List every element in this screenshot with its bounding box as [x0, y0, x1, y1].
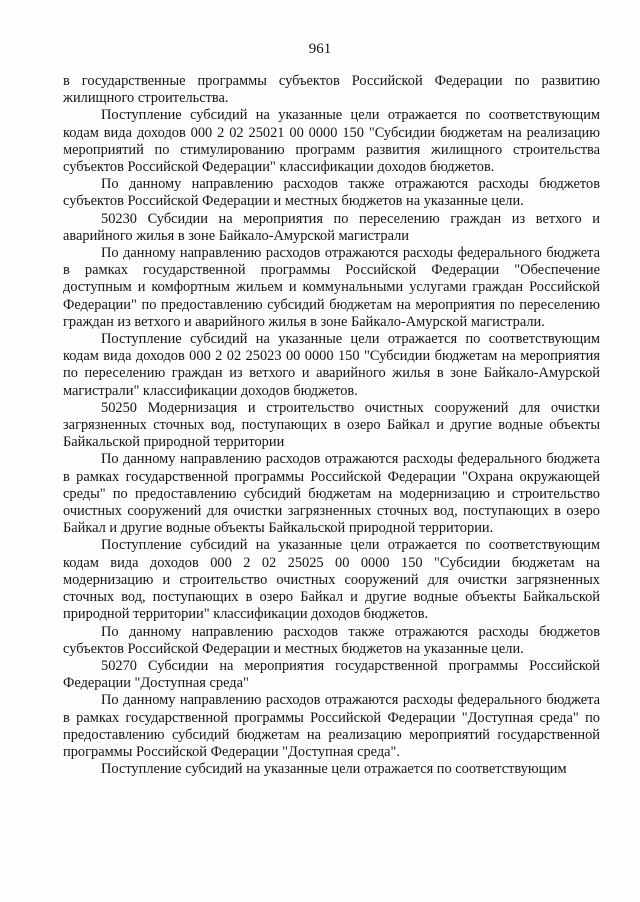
section-heading-50250: 50250 Модернизация и строительство очистных сооружений для очистки загрязненных сточных вод, поступающих в озеро Байкал и другие водные объекты Байкальской природной территории	[63, 399, 600, 451]
section-heading-50230: 50230 Субсидии на мероприятия по переселению граждан из ветхого и аварийного жилья в зоне Байкало-Амурской магистрали	[63, 210, 600, 244]
paragraph: По данному направлению расходов также отражаются расходы бюджетов субъектов Российской Федерации и местных бюджетов на указанные цели.	[63, 176, 600, 210]
section-heading-50270: 50270 Субсидии на мероприятия государственной программы Российской Федерации "Доступная среда"	[63, 657, 600, 692]
paragraph: По данному направлению расходов отражаются расходы федерального бюджета в рамках государственной программы Российской Федерации "Доступная среда" по предоставлению субсидий бюджетам на реализацию мероприятий государственной программы Российской Федерации "Доступная среда".	[63, 692, 600, 760]
paragraph-continuation: в государственные программы субъектов Российской Федерации по развитию жилищного строительства.	[63, 73, 600, 107]
body-text	[63, 73, 600, 778]
page-number: 961	[308, 41, 332, 57]
paragraph: Поступление субсидий на указанные цели отражается по соответствующим кодам вида доходов 000 2 02 25023 00 0000 150 "Субсидии бюджетам на мероприятия по переселению граждан из ветхого и аварийного жилья в зоне Байкало-Амурской магистрали" классификации доходов бюджетов.	[63, 331, 600, 399]
paragraph: Поступление субсидий на указанные цели отражается по соответствующим	[101, 761, 567, 778]
paragraph: Поступление субсидий на указанные цели отражается по соответствующим кодам вида доходов 000 2 02 25021 00 0000 150 "Субсидии бюджетам на реализацию мероприятий по стимулированию программ развития жилищного строительства субъектов Российской Федерации" классификации доходов бюджетов.	[63, 107, 600, 176]
paragraph: Поступление субсидий на указанные цели отражается по соответствующим кодам вида доходов 000 2 02 25025 00 0000 150 "Субсидии бюджетам на модернизацию и строительство очистных сооружений для очистки загрязненных сточных вод, поступающих в озеро Байкал и другие водные объекты Байкальской природной территории" классификации доходов бюджетов.	[63, 537, 600, 623]
paragraph: По данному направлению расходов также отражаются расходы бюджетов субъектов Российской Федерации и местных бюджетов на указанные цели.	[63, 623, 600, 657]
paragraph: По данному направлению расходов отражаются расходы федерального бюджета в рамках государственной программы Российской Федерации "Охрана окружающей среды" по предоставлению субсидий бюджетам на модернизацию и строительство очистных сооружений для очистки загрязненных сточных вод, поступающих в озеро Байкал и другие водные объекты Байкальской природной территории.	[63, 451, 600, 537]
paragraph: По данному направлению расходов отражаются расходы федерального бюджета в рамках государственной программы Российской Федерации "Обеспечение доступным и комфортным жильем и коммунальными услугами граждан Российской Федерации" по предоставлению субсидий бюджетам на мероприятия по переселению граждан из ветхого и аварийного жилья в зоне Байкало-Амурской магистрали.	[63, 245, 600, 330]
